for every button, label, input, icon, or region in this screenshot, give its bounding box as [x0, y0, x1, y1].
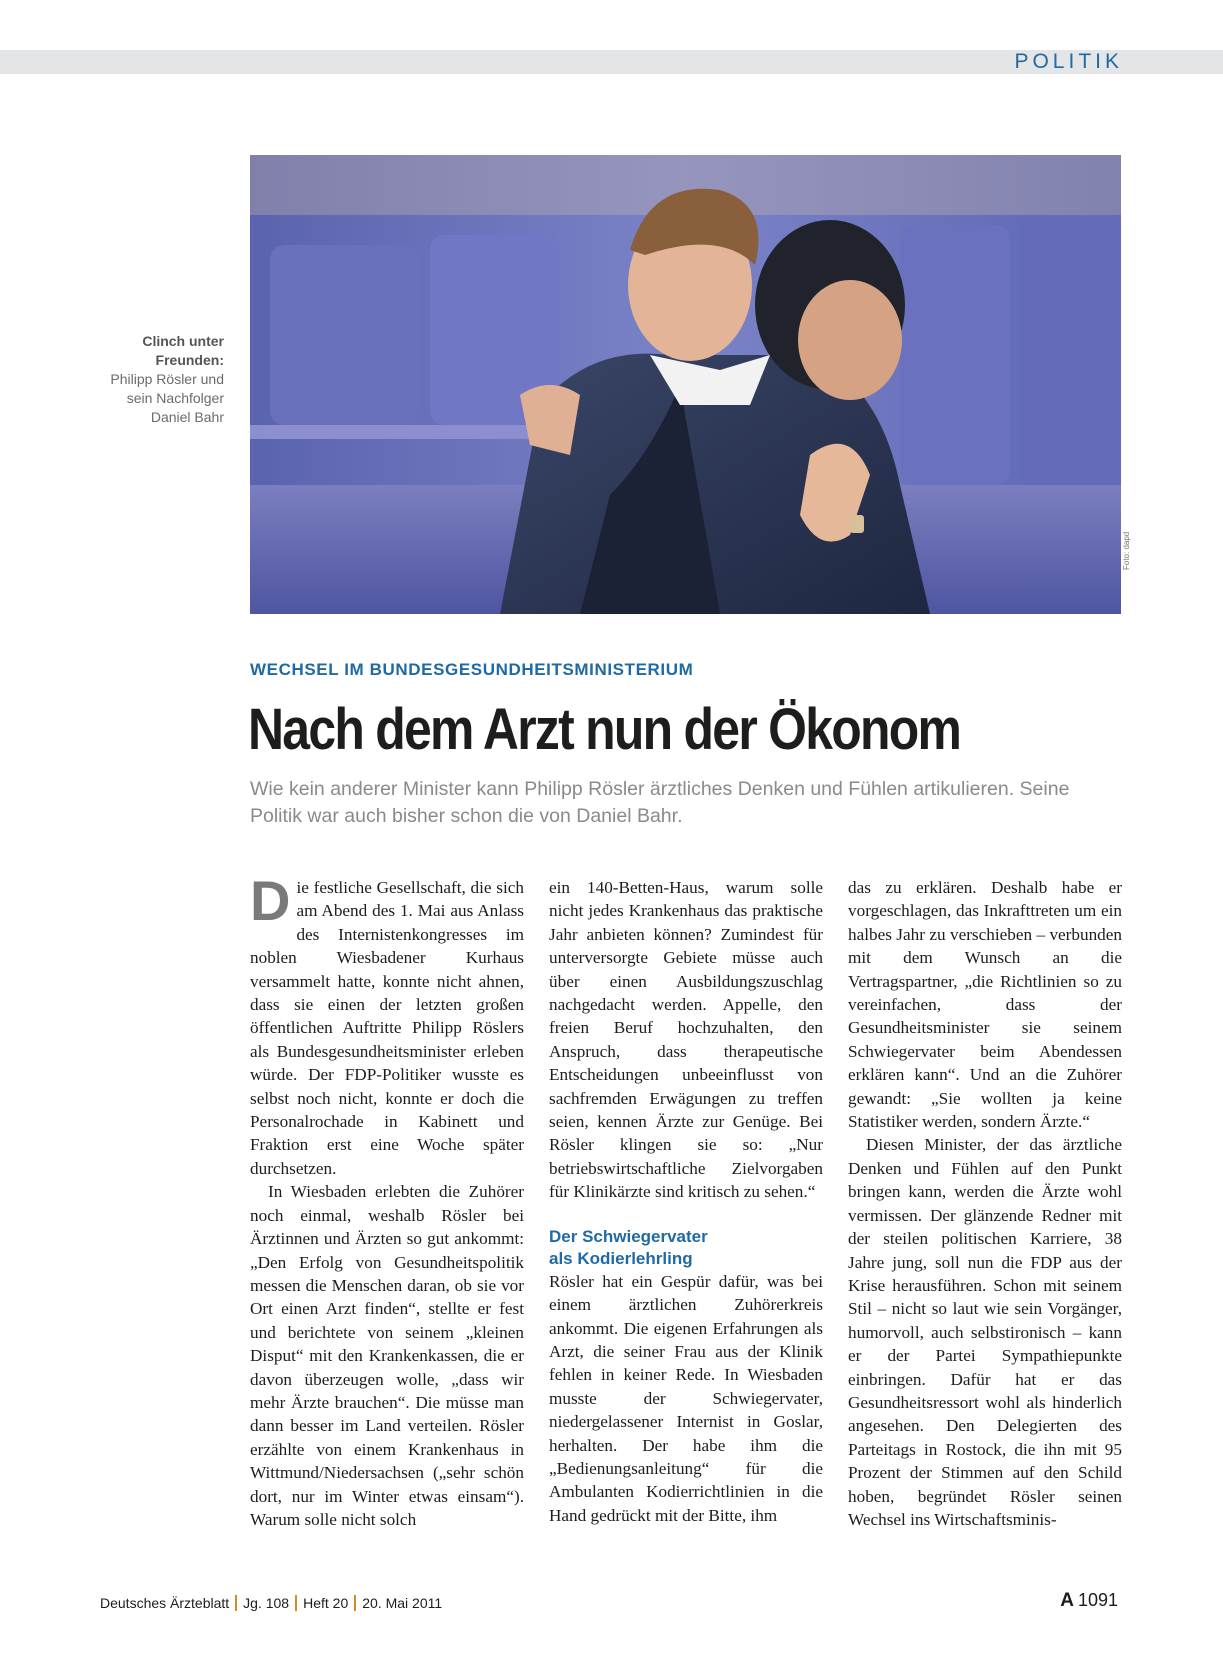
article-standfirst: Wie kein anderer Minister kann Philipp Rösler ärztliches Denken und Fühlen artikulieren. Seine Politik war auch bisher schon die von Daniel Bahr.: [250, 778, 1070, 827]
paragraph-text: ie festliche Gesellschaft, die sich am Abend des 1. Mai aus Anlass des Internistenkongresses im noblen Wiesbadener Kurhaus versammelt hatte, konnte nicht ahnen, dass sie einen der letzten großen öffentlichen Auftritte Philipp Röslers als Bundesgesundheitsminister erleben würde. Der FDP-Politiker wusste es selbst noch nicht, konnte er doch die Personalrochade in Kabinett und Fraktion erst eine Woche später durchsetzen.: [250, 878, 524, 1178]
footer-separator: [235, 1595, 237, 1611]
paragraph: In Wiesbaden erlebten die Zuhörer noch einmal, weshalb Rösler bei Ärztinnen und Ärzten so gut ankommt: „Den Erfolg von Gesundheitspolitik messen die Menschen daran, ob sie vor Ort einen Arzt finden“, stellte er fest und berichtete von seinem „kleinen Disput“ mit den Krankenkassen, die er davon überzeugen wolle, „dass wir mehr Ärzte brauchen“. Die müsse man dann besser im Land verteilen. Rösler erzählte von einem Krankenhaus in Wittmund/Niedersachsen („sehr schön dort, nur im Winter etwas einsam“). Warum solle nicht solch: [250, 1182, 524, 1529]
article-headline: Nach dem Arzt nun der Ökonom: [248, 697, 961, 762]
photo-credit: Foto: dapd: [1122, 531, 1131, 570]
column-3: [848, 876, 1122, 1556]
issue: Heft 20: [303, 1595, 349, 1611]
volume: Jg. 108: [243, 1595, 290, 1611]
article-body: [250, 869, 1122, 1556]
column-2: [549, 876, 823, 1556]
paragraph: ein 140-Betten-Haus, warum solle nicht jedes Krankenhaus das praktische Jahr anbieten können? Zumindest für unterversorgte Gebiete müsse auch über einen Ausbildungszuschlag nachgedacht werden. Appelle, den freien Beruf hochzuhalten, den Anspruch, dass therapeutische Entscheidungen unbeeinflusst von sachfremden Erwägungen zu treffen seien, kennen Ärzte zur Genüge. Bei Rösler klingen sie so: „Nur betriebswirtschaftliche Zielvorgaben für Klinikärzte sind kritisch zu sehen.“: [549, 878, 823, 1202]
paragraph: [250, 869, 524, 1180]
section-label: POLITIK: [1014, 50, 1123, 73]
paragraph: Diesen Minister, der das ärztliche Denken und Fühlen auf den Punkt bringen kann, werden die Ärzte wohl vermissen. Der glänzende Redner mit der steilen politischen Karriere, 38 Jahre jung, soll nun die FDP aus der Krise herausführen. Schon mit seinem Stil – nicht so laut wie sein Vorgänger, humorvoll, auch selbstironisch – kann er der Partei Sympathiepunkte einbringen. Dafür hat er das Gesundheitsressort wohl als hinderlich angesehen. Den Delegierten des Parteitags in Rostock, die ihn mit 95 Prozent der Stimmen auf den Schild hoben, begründet Rösler seinen Wechsel ins Wirtschaftsminis-: [848, 1135, 1122, 1529]
footer-separator: [295, 1595, 297, 1611]
caption-heading: Clinch unter Freunden:: [142, 333, 224, 368]
issue-date: 20. Mai 2011: [362, 1595, 443, 1611]
subheading-line-1: Der Schwiegervater: [549, 1226, 708, 1246]
paragraph: Rösler hat ein Gespür dafür, was bei einem ärztlichen Zuhörerkreis ankommt. Die eigenen Erfahrungen als Arzt, die seiner Frau aus der Klinik fehlen in keiner Rede. In Wiesbaden musste der Schwiegervater, niedergelassener Internist in Goslar, herhalten. Der habe ihm die „Bedienungsanleitung“ für die Ambulanten Kodierrichtlinien in die Hand gedrückt mit der Bitte, ihm: [549, 1271, 823, 1525]
photo-caption: [90, 332, 224, 427]
publication-name: Deutsches Ärzteblatt: [100, 1595, 230, 1611]
drop-cap: D: [250, 869, 291, 932]
column-1: [250, 869, 524, 1556]
page-number: [1060, 1590, 1118, 1612]
footer-separator: [354, 1595, 356, 1611]
subheading-line-2: als Kodierlehrling: [549, 1248, 693, 1268]
page-footer: [100, 1595, 442, 1611]
subheading: [549, 1226, 823, 1270]
page-prefix: A: [1060, 1590, 1074, 1611]
paragraph: das zu erklären. Deshalb habe er vorgeschlagen, das Inkrafttreten um ein halbes Jahr zu verschieben – verbunden mit dem Wunsch an die Vertragspartner, „die Richtlinien so zu vereinfachen, dass der Gesundheitsminister sie seinem Schwiegervater beim Abendessen erklären kann“. Und an die Zuhörer gewandt: „Sie wollten ja keine Statistiker werden, sondern Ärzte.“: [848, 878, 1122, 1132]
photo-illustration: [250, 155, 1121, 614]
page-number-value: 1091: [1077, 1590, 1118, 1610]
caption-text: Philipp Rösler und sein Nachfolger Daniel Bahr: [110, 371, 224, 425]
article-kicker: WECHSEL IM BUNDESGESUNDHEITSMINISTERIUM: [250, 660, 694, 679]
article-photo: [250, 155, 1121, 614]
